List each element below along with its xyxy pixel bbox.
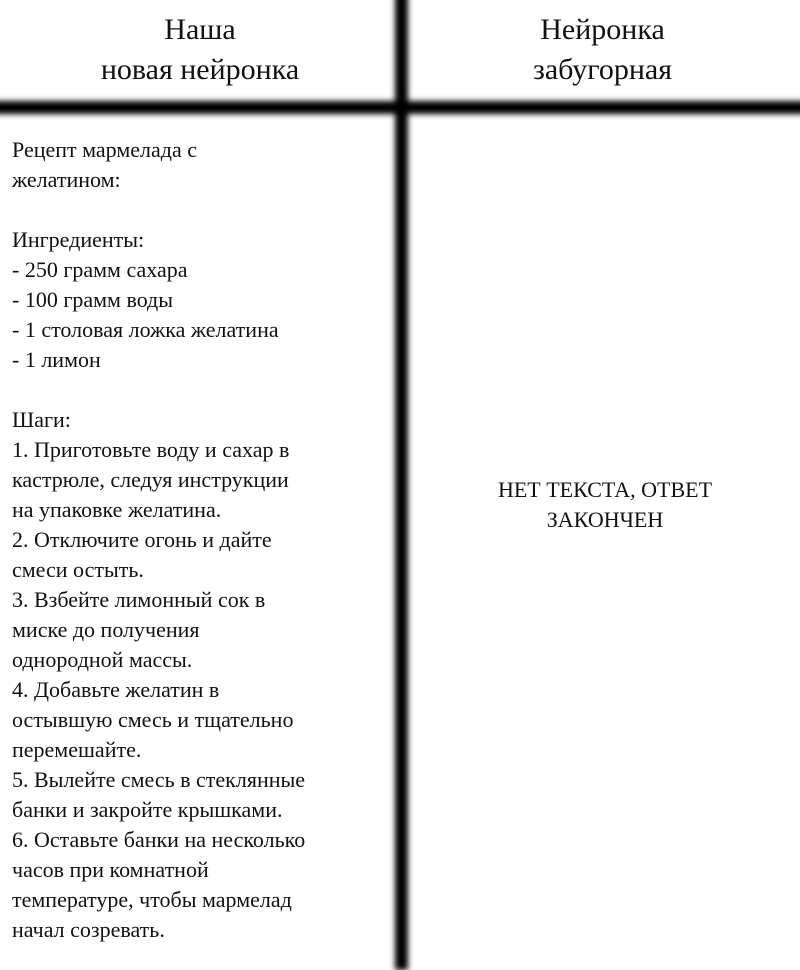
text-line: часов при комнатной [12, 857, 209, 882]
text-line: на упаковке желатина. [12, 497, 222, 522]
right-answer-text [410, 475, 800, 535]
text-line: ЗАКОНЧЕН [546, 507, 664, 532]
header-line: новая нейронка [100, 53, 300, 86]
text-line: температуре, чтобы мармелад [12, 887, 292, 912]
header-line: Наша [164, 13, 236, 46]
text-line: начал созревать. [12, 917, 165, 942]
text-line: смеси остыть. [12, 557, 144, 582]
text-line: банки и закройте крышками. [12, 797, 283, 822]
text-line: 1. Приготовьте воду и сахар в [12, 437, 290, 462]
header-line: забугорная [532, 53, 672, 86]
text-line [12, 195, 392, 225]
text-line [12, 375, 392, 405]
text-line: однородной массы. [12, 647, 193, 672]
vertical-divider [395, 0, 408, 970]
text-line: 5. Вылейте смесь в стеклянные [12, 767, 306, 792]
text-line: - 250 грамм сахара [12, 257, 188, 282]
right-column-header [405, 10, 800, 90]
text-line: - 1 столовая ложка желатина [12, 317, 279, 342]
horizontal-divider [0, 101, 800, 114]
text-line: миске до получения [12, 617, 200, 642]
text-line: желатином: [12, 167, 121, 192]
header-line: Нейронка [540, 13, 665, 46]
text-line: 2. Отключите огонь и дайте [12, 527, 272, 552]
text-line: - 100 грамм воды [12, 287, 174, 312]
text-line: - 1 лимон [12, 347, 101, 372]
text-line: кастрюле, следуя инструкции [12, 467, 289, 492]
text-line: Ингредиенты: [12, 227, 145, 252]
text-line: 4. Добавьте желатин в [12, 677, 220, 702]
text-line: 3. Взбейте лимонный сок в [12, 587, 266, 612]
left-column-header [0, 10, 400, 90]
left-recipe-text [12, 135, 392, 945]
text-line: НЕТ ТЕКСТА, ОТВЕТ [497, 477, 713, 502]
text-line: остывшую смесь и тщательно [12, 707, 294, 732]
text-line: Рецепт мармелада с [12, 137, 197, 162]
text-line: Шаги: [12, 407, 71, 432]
text-line: 6. Оставьте банки на несколько [12, 827, 306, 852]
text-line: перемешайте. [12, 737, 142, 762]
